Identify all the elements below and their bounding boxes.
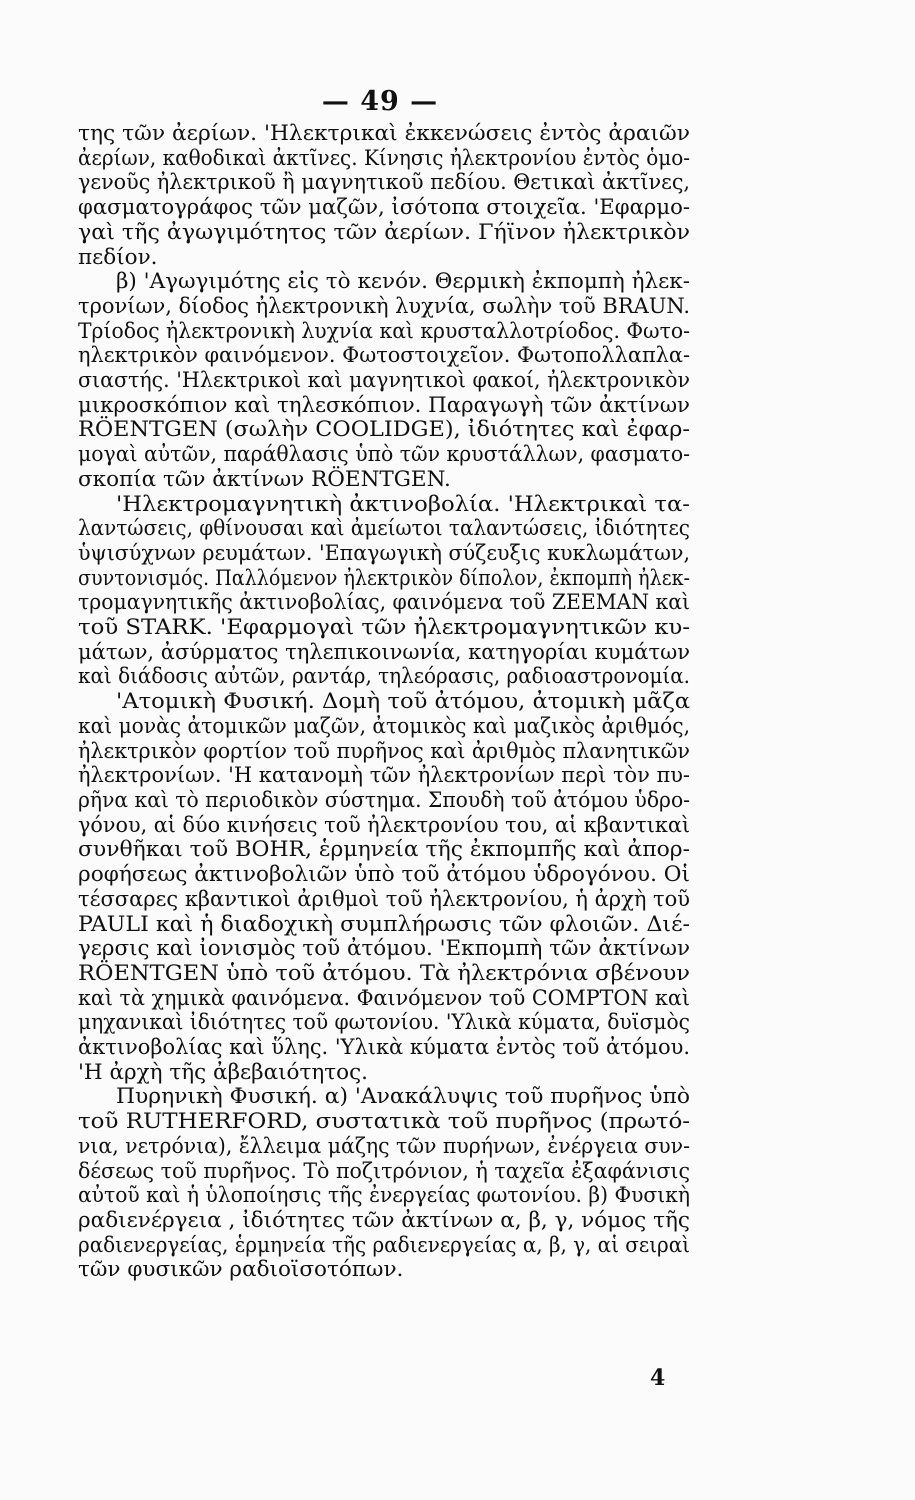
text-line: RÖENTGEN ὑπὸ τοῦ ἀτόμου. Τὰ ἠλεκτρόνια σβένουν xyxy=(78,960,691,986)
text-line: γερσις καὶ ἰονισμὸς τοῦ ἀτόμου. 'Εκπομπὴ τῶν ἀκτίνων xyxy=(78,936,691,962)
text-line: ἀερίων, καθοδικαὶ ἀκτῖνες. Κίνησις ἠλεκτρονίου ἐντὸς ὁμο- xyxy=(78,145,691,171)
text-line: μάτων, ἀσύρματος τηλεπικοινωνία, κατηγορίαι κυμάτων xyxy=(78,639,691,665)
footer-signature-mark: 4 xyxy=(650,1365,666,1391)
text-line: μικροσκόπιον καὶ τηλεσκόπιον. Παραγωγὴ τῶν ἀκτίνων xyxy=(78,392,690,418)
text-line: τέσσαρες κβαντικοὶ ἀριθμοὶ τοῦ ἠλεκτρονίου, ἡ ἀρχὴ τοῦ xyxy=(78,886,691,912)
text-line: ἀκτινοβολίας καὶ ὕλης. 'Υλικὰ κύματα ἐντὸς τοῦ ἀτόμου. xyxy=(78,1035,690,1061)
text-line: ραδιενεργείας, ἑρμηνεία τῆς ραδιενεργείας α, β, γ, αἱ σειραὶ xyxy=(78,1232,690,1258)
text-line: σιαστής. 'Ηλεκτρικοὶ καὶ μαγνητικοὶ φακοί, ἠλεκτρονικὸν xyxy=(78,368,691,394)
text-line: Πυρηνικὴ Φυσική. α) 'Ανακάλυψις τοῦ πυρῆνος ὑπὸ xyxy=(116,1084,691,1110)
text-line: ροφήσεως ἀκτινοβολιῶν ὑπὸ τοῦ ἀτόμου ὑδρογόνου. Οἱ xyxy=(78,862,690,888)
text-line: μηχανικαὶ ἰδιότητες τοῦ φωτονίου. 'Υλικὰ κύματα, δυϊσμὸς xyxy=(78,1010,690,1036)
text-line: 'Ηλεκτρομαγνητικὴ ἀκτινοβολία. 'Ηλεκτρικαὶ τα- xyxy=(116,491,690,517)
text-line: αὐτοῦ καὶ ἡ ὑλοποίησις τῆς ἐνεργείας φωτονίου. β) Φυσικὴ xyxy=(78,1183,690,1209)
text-line: συνθῆκαι τοῦ BOHR, ἑρμηνεία τῆς ἐκπομπῆς καὶ ἀπορ- xyxy=(78,837,690,863)
text-line: ἠλεκτρονίων. 'Η κατανομὴ τῶν ἠλεκτρονίων περὶ τὸν πυ- xyxy=(78,763,690,789)
text-line: γόνου, αἱ δύο κινήσεις τοῦ ἠλεκτρονίου του, αἱ κβαντικαὶ xyxy=(78,812,690,838)
text-line: πεδίον. xyxy=(78,244,158,270)
text-line: 'Ατομικὴ Φυσική. Δομὴ τοῦ ἀτόμου, ἀτομικὴ μᾶζα xyxy=(116,689,691,715)
text-line: τρονίων, δίοδος ἠλεκτρονικὴ λυχνία, σωλὴν τοῦ BRAUN. xyxy=(78,293,691,319)
text-line: γενοῦς ἠλεκτρικοῦ ἢ μαγνητικοῦ πεδίου. Θετικαὶ ἀκτῖνες, xyxy=(78,170,690,196)
text-line: φασματογράφος τῶν μαζῶν, ἰσότοπα στοιχεῖα. 'Εφαρμο- xyxy=(78,195,690,221)
text-line: τρομαγνητικῆς ἀκτινοβολίας, φαινόμενα τοῦ ZEEMAN καὶ xyxy=(78,590,690,616)
text-line: ηλεκτρικὸν φαινόμενον. Φωτοστοιχεῖον. Φωτοπολλαπλα- xyxy=(78,343,691,369)
text-line: 'Η ἀρχὴ τῆς ἀβεβαιότητος. xyxy=(78,1059,368,1085)
text-line: PAULI καὶ ἡ διαδοχικὴ συμπλήρωσις τῶν φλοιῶν. Διέ- xyxy=(78,911,690,937)
text-line: τῶν φυσικῶν ραδιοϊσοτόπων. xyxy=(78,1257,404,1283)
text-line: Τρίοδος ἠλεκτρονικὴ λυχνία καὶ κρυσταλλοτρίοδος. Φωτο- xyxy=(78,318,690,344)
body-text xyxy=(78,122,690,1283)
text-line: δέσεως τοῦ πυρῆνος. Τὸ ποζιτρόνιον, ἡ ταχεῖα ἐξαφάνισις xyxy=(78,1158,690,1184)
text-line: ὑψισύχνων ρευμάτων. 'Επαγωγικὴ σύζευξις κυκλωμάτων, xyxy=(78,540,691,566)
text-line: τοῦ RUTHERFORD, συστατικὰ τοῦ πυρῆνος (πρωτό- xyxy=(78,1109,690,1135)
text-line: RÖENTGEN (σωλὴν COOLIDGE), ἰδιότητες καὶ ἐφαρ- xyxy=(78,417,690,443)
text-line: β) 'Αγωγιμότης εἰς τὸ κενόν. Θερμικὴ ἐκπομπὴ ἠλεκ- xyxy=(116,269,691,295)
text-line: καὶ διάδοσις αὐτῶν, ραντάρ, τηλεόρασις, ραδιοαστρονομία. xyxy=(78,664,691,690)
text-line: καὶ μονὰς ἀτομικῶν μαζῶν, ἀτομικὸς καὶ μαζικὸς ἀριθμός, xyxy=(78,713,691,739)
text-line: ρῆνα καὶ τὸ περιοδικὸν σύστημα. Σπουδὴ τοῦ ἀτόμου ὑδρο- xyxy=(78,787,691,813)
text-line: γαὶ τῆς ἀγωγιμότητος τῶν ἀερίων. Γήϊνον ἠλεκτρικὸν xyxy=(78,219,691,245)
text-line: μογαὶ αὐτῶν, παράθλασις ὑπὸ τῶν κρυστάλλων, φασματο- xyxy=(78,442,691,468)
text-line: λαντώσεις, φθίνουσαι καὶ ἀμείωτοι ταλαντώσεις, ἰδιότητες xyxy=(78,516,690,542)
text-line: καὶ τὰ χημικὰ φαινόμενα. Φαινόμενον τοῦ COMPTON καὶ xyxy=(78,985,690,1011)
text-line: σκοπία τῶν ἀκτίνων RÖENTGEN. xyxy=(78,466,451,492)
text-line: της τῶν ἀερίων. 'Ηλεκτρικαὶ ἐκκενώσεις ἐντὸς ἀραιῶν xyxy=(78,121,690,146)
text-line: συντονισμός. Παλλόμενον ἠλεκτρικὸν δίπολον, ἐκπομπὴ ἠλεκ- xyxy=(78,565,690,591)
text-line: ραδιενέργεια , ἰδιότητες τῶν ἀκτίνων α, β, γ, νόμος τῆς xyxy=(78,1207,690,1233)
page-number: — 49 — xyxy=(321,86,439,117)
text-line: τοῦ STARK. 'Εφαρμογαὶ τῶν ἠλεκτρομαγνητικῶν κυ- xyxy=(78,615,690,641)
text-line: ἠλεκτρικὸν φορτίον τοῦ πυρῆνος καὶ ἀριθμὸς πλανητικῶν xyxy=(78,738,691,764)
text-line: νια, νετρόνια), ἔλλειμα μάζης τῶν πυρήνων, ἐνέργεια συν- xyxy=(78,1133,690,1159)
